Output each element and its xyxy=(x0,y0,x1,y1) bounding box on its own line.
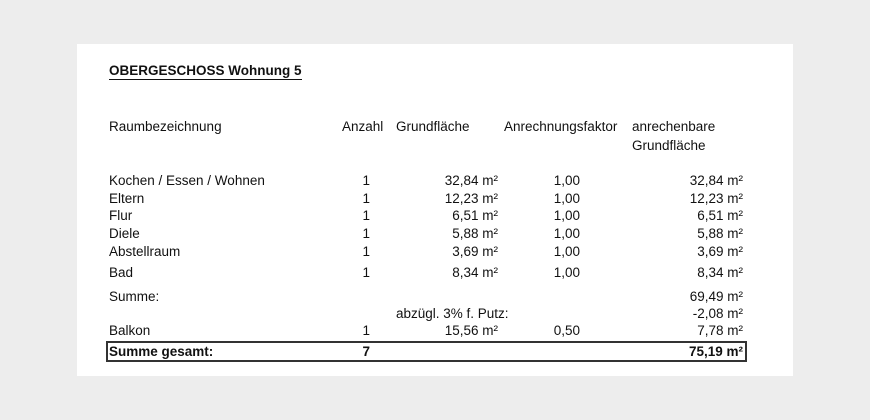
deduction-value: -2,08 m² xyxy=(692,306,743,321)
room-factor: 1,00 xyxy=(553,244,580,259)
deduction-row xyxy=(0,305,870,323)
room-factor: 1,00 xyxy=(553,265,580,280)
room-credit: 8,34 m² xyxy=(697,265,743,280)
room-name: Flur xyxy=(109,208,133,223)
total-label: Summe gesamt: xyxy=(109,344,214,359)
header-room: Raumbezeichnung xyxy=(109,119,222,134)
room-name: Diele xyxy=(109,226,140,241)
room-name: Bad xyxy=(109,265,134,280)
table-row xyxy=(0,207,870,225)
room-name: Eltern xyxy=(109,191,145,206)
subtotal-value: 69,49 m² xyxy=(689,289,743,304)
balcony-credit: 7,78 m² xyxy=(697,323,743,338)
room-factor: 1,00 xyxy=(553,208,580,223)
room-count: 1 xyxy=(362,208,370,223)
room-credit: 5,88 m² xyxy=(697,226,743,241)
balcony-factor: 0,50 xyxy=(553,323,580,338)
room-count: 1 xyxy=(362,244,370,259)
room-area: 12,23 m² xyxy=(444,191,498,206)
table-row xyxy=(0,190,870,208)
room-factor: 1,00 xyxy=(553,191,580,206)
table-row xyxy=(0,172,870,190)
room-credit: 32,84 m² xyxy=(689,173,743,188)
room-count: 1 xyxy=(362,173,370,188)
room-count: 1 xyxy=(362,226,370,241)
total-count: 7 xyxy=(362,344,370,359)
header-count: Anzahl xyxy=(342,119,384,134)
deduction-label: abzügl. 3% f. Putz: xyxy=(396,306,509,321)
room-factor: 1,00 xyxy=(553,226,580,241)
header-credit-line1: anrechenbare xyxy=(632,119,716,134)
room-area: 8,34 m² xyxy=(452,265,498,280)
balcony-row xyxy=(0,322,870,340)
room-credit: 12,23 m² xyxy=(689,191,743,206)
total-value: 75,19 m² xyxy=(688,344,743,359)
subtotal-row xyxy=(0,288,870,306)
room-credit: 3,69 m² xyxy=(697,244,743,259)
table-row xyxy=(0,225,870,243)
header-factor: Anrechnungsfaktor xyxy=(504,119,618,134)
balcony-area: 15,56 m² xyxy=(444,323,498,338)
room-name: Kochen / Essen / Wohnen xyxy=(109,173,265,188)
room-area: 5,88 m² xyxy=(452,226,498,241)
room-factor: 1,00 xyxy=(553,173,580,188)
room-credit: 6,51 m² xyxy=(697,208,743,223)
room-count: 1 xyxy=(362,265,370,280)
balcony-count: 1 xyxy=(362,323,370,338)
room-name: Abstellraum xyxy=(109,244,181,259)
room-area: 32,84 m² xyxy=(444,173,498,188)
balcony-name: Balkon xyxy=(109,323,151,338)
room-count: 1 xyxy=(362,191,370,206)
room-area: 3,69 m² xyxy=(452,244,498,259)
header-credit-line2: Grundfläche xyxy=(632,138,706,153)
table-row xyxy=(0,264,870,282)
document-title: OBERGESCHOSS Wohnung 5 xyxy=(109,63,302,78)
subtotal-label: Summe: xyxy=(109,289,160,304)
room-area: 6,51 m² xyxy=(452,208,498,223)
table-row xyxy=(0,243,870,261)
header-area: Grundfläche xyxy=(396,119,470,134)
total-row xyxy=(106,341,747,362)
